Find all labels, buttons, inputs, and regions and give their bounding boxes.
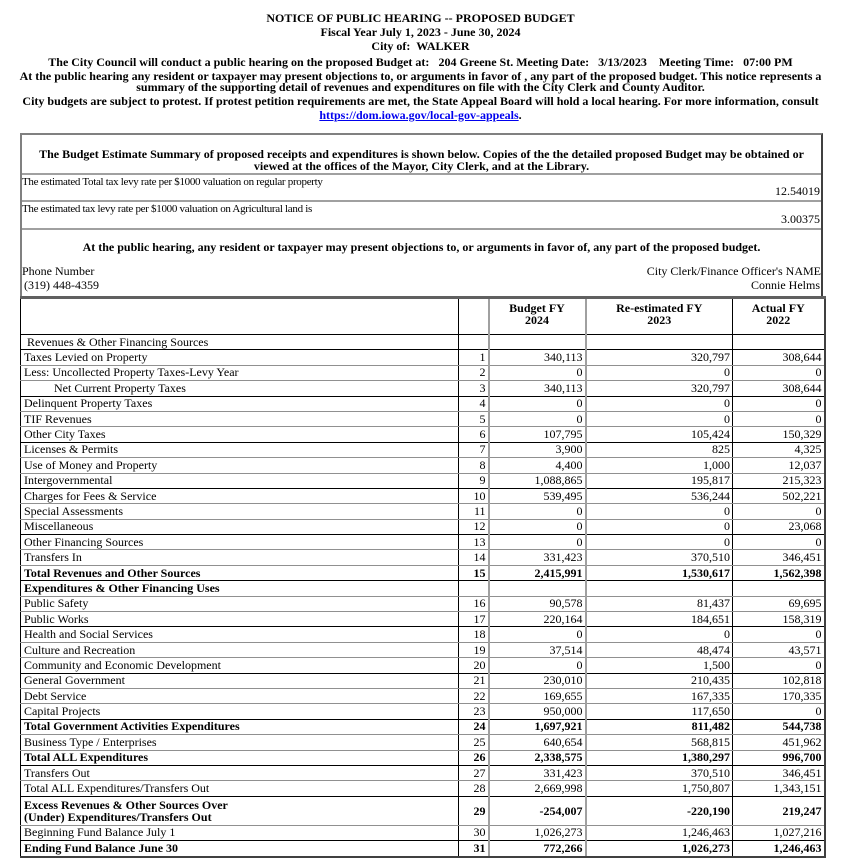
table-row	[21, 581, 825, 596]
row-label: Excess Revenues & Other Sources Over (Under) Expenditures/Transfers Out	[21, 796, 459, 825]
row-reestimated-fy2023: 105,424	[586, 427, 733, 442]
levy-regular-label: The estimated Total tax levy rate per $1000 valuation on regular property	[22, 176, 323, 188]
row-budget-fy2024: 230,010	[489, 673, 586, 688]
row-line-number: 12	[459, 519, 489, 534]
row-budget-fy2024: 331,423	[489, 765, 586, 780]
table-row	[21, 825, 825, 840]
protest-notice: City budgets are subject to protest. If protest petition requirements are met, the State Appeal Board will hold a local hearing. For more information, consult	[22, 94, 819, 108]
row-budget-fy2024: 0	[489, 535, 586, 550]
row-line-number: 31	[459, 841, 489, 857]
row-budget-fy2024	[489, 335, 586, 350]
budget-table	[20, 296, 826, 858]
row-line-number: 25	[459, 735, 489, 750]
row-label: TIF Revenues	[21, 411, 459, 426]
row-label: Licenses & Permits	[21, 442, 459, 457]
row-label: Public Works	[21, 612, 459, 627]
row-reestimated-fy2023: -220,190	[586, 796, 733, 825]
table-row	[21, 550, 825, 565]
row-reestimated-fy2023: 0	[586, 411, 733, 426]
row-line-number: 10	[459, 488, 489, 503]
row-line-number: 9	[459, 473, 489, 488]
row-budget-fy2024: 539,495	[489, 488, 586, 503]
row-label: Total Revenues and Other Sources	[21, 565, 459, 580]
row-line-number: 29	[459, 796, 489, 825]
row-reestimated-fy2023: 167,335	[586, 688, 733, 703]
row-line-number: 17	[459, 612, 489, 627]
column-header-label	[21, 298, 459, 335]
row-actual-fy2022: 43,571	[733, 642, 825, 657]
row-reestimated-fy2023: 0	[586, 535, 733, 550]
table-row	[21, 535, 825, 550]
phone-label: Phone Number	[22, 264, 95, 278]
row-reestimated-fy2023: 48,474	[586, 642, 733, 657]
row-label: Health and Social Services	[21, 627, 459, 642]
row-actual-fy2022: 102,818	[733, 673, 825, 688]
row-line-number	[459, 581, 489, 596]
clerk-label: City Clerk/Finance Officer's NAME	[646, 264, 821, 278]
row-budget-fy2024: 4,400	[489, 458, 586, 473]
row-label: Use of Money and Property	[21, 458, 459, 473]
notice-header	[0, 11, 841, 122]
phone-number: (319) 448-4359	[24, 278, 99, 292]
table-row	[21, 673, 825, 688]
meeting-date: 3/13/2023	[598, 55, 647, 69]
row-budget-fy2024: 2,338,575	[489, 750, 586, 765]
hearing-details	[0, 55, 841, 69]
row-line-number: 18	[459, 627, 489, 642]
meeting-time-label: Meeting Time:	[658, 55, 735, 69]
row-actual-fy2022	[733, 581, 825, 596]
row-actual-fy2022: 1,027,216	[733, 825, 825, 840]
table-row	[21, 396, 825, 411]
row-line-number: 27	[459, 765, 489, 780]
row-label: Community and Economic Development	[21, 658, 459, 673]
row-reestimated-fy2023: 0	[586, 396, 733, 411]
row-budget-fy2024: 90,578	[489, 596, 586, 611]
row-reestimated-fy2023: 1,000	[586, 458, 733, 473]
row-actual-fy2022: 544,738	[733, 719, 825, 734]
table-row	[21, 704, 825, 719]
table-row	[21, 612, 825, 627]
row-label: Beginning Fund Balance July 1	[21, 825, 459, 840]
row-budget-fy2024: 37,514	[489, 642, 586, 657]
table-row	[21, 427, 825, 442]
row-label: Miscellaneous	[21, 519, 459, 534]
row-line-number: 16	[459, 596, 489, 611]
row-label: Transfers Out	[21, 765, 459, 780]
row-actual-fy2022: 158,319	[733, 612, 825, 627]
summary-intro-line-1: The Budget Estimate Summary of proposed receipts and expenditures is shown below. Copies of the the detailed proposed Budget may be obtained or	[39, 147, 804, 161]
row-reestimated-fy2023: 320,797	[586, 381, 733, 396]
row-budget-fy2024: 2,669,998	[489, 781, 586, 796]
row-actual-fy2022: 170,335	[733, 688, 825, 703]
row-line-number: 26	[459, 750, 489, 765]
row-reestimated-fy2023: 81,437	[586, 596, 733, 611]
row-actual-fy2022: 1,562,398	[733, 565, 825, 580]
row-line-number: 2	[459, 365, 489, 380]
row-label: Total ALL Expenditures	[21, 750, 459, 765]
fiscal-year: Fiscal Year July 1, 2023 - June 30, 2024	[320, 25, 521, 39]
row-label: Less: Uncollected Property Taxes-Levy Year	[21, 365, 459, 380]
row-actual-fy2022: 219,247	[733, 796, 825, 825]
row-budget-fy2024: 0	[489, 627, 586, 642]
table-row	[21, 642, 825, 657]
row-budget-fy2024: 1,697,921	[489, 719, 586, 734]
row-line-number: 28	[459, 781, 489, 796]
summary-intro-line-2: viewed at the offices of the Mayor, City Clerk, and at the Library.	[253, 159, 590, 173]
row-line-number: 8	[459, 458, 489, 473]
city-label: City of:	[371, 39, 411, 53]
row-actual-fy2022: 502,221	[733, 488, 825, 503]
row-budget-fy2024: 0	[489, 396, 586, 411]
row-label: Intergovernmental	[21, 473, 459, 488]
row-actual-fy2022: 0	[733, 704, 825, 719]
row-label: Transfers In	[21, 550, 459, 565]
row-label: Other City Taxes	[21, 427, 459, 442]
summary-intro	[22, 135, 821, 175]
row-label: Debt Service	[21, 688, 459, 703]
row-reestimated-fy2023: 811,482	[586, 719, 733, 734]
row-actual-fy2022: 0	[733, 535, 825, 550]
row-actual-fy2022	[733, 335, 825, 350]
row-label: Total Government Activities Expenditures	[21, 719, 459, 734]
row-budget-fy2024: 3,900	[489, 442, 586, 457]
row-actual-fy2022: 0	[733, 504, 825, 519]
row-label: Other Financing Sources	[21, 535, 459, 550]
table-row	[21, 719, 825, 734]
row-budget-fy2024: 2,415,991	[489, 565, 586, 580]
row-reestimated-fy2023: 370,510	[586, 765, 733, 780]
row-budget-fy2024: -254,007	[489, 796, 586, 825]
table-row	[21, 565, 825, 580]
row-line-number: 3	[459, 381, 489, 396]
row-line-number: 21	[459, 673, 489, 688]
table-row	[21, 658, 825, 673]
levy-regular-value: 12.54019	[775, 184, 820, 198]
row-budget-fy2024: 950,000	[489, 704, 586, 719]
row-line-number: 7	[459, 442, 489, 457]
row-line-number	[459, 335, 489, 350]
row-reestimated-fy2023	[586, 335, 733, 350]
column-header-budget: Budget FY 2024	[489, 298, 586, 335]
levy-ag-label: The estimated tax levy rate per $1000 valuation on Agricultural land is	[22, 203, 312, 215]
city-name: WALKER	[416, 39, 470, 53]
row-label: Ending Fund Balance June 30	[21, 841, 459, 857]
notice-title: NOTICE OF PUBLIC HEARING -- PROPOSED BUDGET	[266, 11, 575, 25]
appeals-link[interactable]: https://dom.iowa.gov/local-gov-appeals	[319, 108, 519, 122]
row-budget-fy2024: 220,164	[489, 612, 586, 627]
row-actual-fy2022: 0	[733, 365, 825, 380]
row-actual-fy2022: 0	[733, 627, 825, 642]
row-reestimated-fy2023: 1,500	[586, 658, 733, 673]
hearing-intro: The City Council will conduct a public hearing on the proposed Budget at:	[48, 55, 430, 69]
table-row	[21, 365, 825, 380]
row-reestimated-fy2023: 210,435	[586, 673, 733, 688]
row-line-number: 14	[459, 550, 489, 565]
row-line-number: 19	[459, 642, 489, 657]
row-actual-fy2022: 346,451	[733, 550, 825, 565]
row-actual-fy2022: 1,343,151	[733, 781, 825, 796]
row-budget-fy2024: 340,113	[489, 381, 586, 396]
row-actual-fy2022: 23,068	[733, 519, 825, 534]
row-line-number: 5	[459, 411, 489, 426]
table-row	[21, 781, 825, 796]
table-row	[21, 735, 825, 750]
row-reestimated-fy2023: 825	[586, 442, 733, 457]
table-row	[21, 350, 825, 365]
table-row	[21, 381, 825, 396]
row-actual-fy2022: 346,451	[733, 765, 825, 780]
row-label: Revenues & Other Financing Sources	[21, 335, 459, 350]
row-label: Delinquent Property Taxes	[21, 396, 459, 411]
row-budget-fy2024: 169,655	[489, 688, 586, 703]
row-budget-fy2024: 640,654	[489, 735, 586, 750]
row-reestimated-fy2023: 0	[586, 365, 733, 380]
row-actual-fy2022: 0	[733, 411, 825, 426]
row-line-number: 23	[459, 704, 489, 719]
row-reestimated-fy2023	[586, 581, 733, 596]
row-budget-fy2024: 1,026,273	[489, 825, 586, 840]
row-reestimated-fy2023: 568,815	[586, 735, 733, 750]
appeals-line	[0, 108, 841, 122]
row-line-number: 11	[459, 504, 489, 519]
table-row	[21, 627, 825, 642]
row-actual-fy2022: 308,644	[733, 381, 825, 396]
table-row	[21, 335, 825, 350]
row-reestimated-fy2023: 0	[586, 504, 733, 519]
row-budget-fy2024: 0	[489, 365, 586, 380]
row-budget-fy2024: 772,266	[489, 841, 586, 857]
column-header-reestimated: Re-estimated FY 2023	[586, 298, 733, 335]
row-label: Special Assessments	[21, 504, 459, 519]
row-line-number: 4	[459, 396, 489, 411]
row-label: Net Current Property Taxes	[21, 381, 459, 396]
row-actual-fy2022: 308,644	[733, 350, 825, 365]
row-line-number: 20	[459, 658, 489, 673]
contact-info	[22, 264, 821, 294]
row-budget-fy2024: 0	[489, 504, 586, 519]
table-row	[21, 519, 825, 534]
row-reestimated-fy2023: 0	[586, 519, 733, 534]
row-actual-fy2022: 12,037	[733, 458, 825, 473]
row-budget-fy2024: 0	[489, 658, 586, 673]
row-line-number: 6	[459, 427, 489, 442]
row-budget-fy2024: 340,113	[489, 350, 586, 365]
table-row	[21, 473, 825, 488]
row-reestimated-fy2023: 536,244	[586, 488, 733, 503]
column-header-actual: Actual FY 2022	[733, 298, 825, 335]
row-reestimated-fy2023: 370,510	[586, 550, 733, 565]
row-budget-fy2024: 0	[489, 519, 586, 534]
row-line-number: 15	[459, 565, 489, 580]
row-label: Culture and Recreation	[21, 642, 459, 657]
row-line-number: 30	[459, 825, 489, 840]
row-reestimated-fy2023: 320,797	[586, 350, 733, 365]
row-line-number: 1	[459, 350, 489, 365]
meeting-date-label: Meeting Date:	[516, 55, 590, 69]
hearing-location: 204 Greene St.	[438, 55, 514, 69]
table-row	[21, 458, 825, 473]
row-line-number: 13	[459, 535, 489, 550]
row-label: Taxes Levied on Property	[21, 350, 459, 365]
row-line-number: 22	[459, 688, 489, 703]
table-row	[21, 750, 825, 765]
table-row	[21, 796, 825, 825]
row-budget-fy2024: 107,795	[489, 427, 586, 442]
levy-ag-value: 3.00375	[781, 212, 820, 226]
clerk-name: Connie Helms	[751, 278, 820, 292]
budget-table-body	[21, 335, 825, 857]
row-reestimated-fy2023: 1,026,273	[586, 841, 733, 857]
objection-notice-2: summary of the supporting detail of revenues and expenditures on file with the City Clerk and County Auditor.	[136, 80, 705, 94]
hearing-statement: At the public hearing, any resident or taxpayer may present objections to, or arguments in favor of, any part of the proposed budget.	[82, 240, 761, 254]
row-actual-fy2022: 150,329	[733, 427, 825, 442]
objection-notice-1: At the public hearing any resident or taxpayer may present objections to, or arguments in favor of , any part of the proposed budget. This notice represents a	[19, 69, 822, 83]
row-reestimated-fy2023: 117,650	[586, 704, 733, 719]
row-reestimated-fy2023: 195,817	[586, 473, 733, 488]
city-line	[0, 39, 841, 53]
row-line-number: 24	[459, 719, 489, 734]
row-label: Public Safety	[21, 596, 459, 611]
row-budget-fy2024: 331,423	[489, 550, 586, 565]
budget-summary-box	[20, 133, 823, 296]
row-budget-fy2024	[489, 581, 586, 596]
table-row	[21, 596, 825, 611]
levy-rate-agricultural	[22, 202, 821, 230]
row-reestimated-fy2023: 1,530,617	[586, 565, 733, 580]
table-row	[21, 411, 825, 426]
row-budget-fy2024: 1,088,865	[489, 473, 586, 488]
row-budget-fy2024: 0	[489, 411, 586, 426]
table-header-row	[21, 298, 825, 335]
row-label: Total ALL Expenditures/Transfers Out	[21, 781, 459, 796]
row-label: General Government	[21, 673, 459, 688]
appeals-link-suffix: .	[518, 108, 522, 122]
row-reestimated-fy2023: 1,380,297	[586, 750, 733, 765]
row-label: Capital Projects	[21, 704, 459, 719]
row-actual-fy2022: 0	[733, 658, 825, 673]
row-actual-fy2022: 451,962	[733, 735, 825, 750]
row-reestimated-fy2023: 184,651	[586, 612, 733, 627]
row-actual-fy2022: 69,695	[733, 596, 825, 611]
row-actual-fy2022: 4,325	[733, 442, 825, 457]
table-row	[21, 488, 825, 503]
row-reestimated-fy2023: 1,246,463	[586, 825, 733, 840]
column-header-line	[459, 298, 489, 335]
row-label: Expenditures & Other Financing Uses	[21, 581, 459, 596]
meeting-time: 07:00 PM	[743, 55, 793, 69]
levy-rate-regular	[22, 175, 821, 202]
table-row	[21, 841, 825, 857]
row-actual-fy2022: 0	[733, 396, 825, 411]
row-actual-fy2022: 996,700	[733, 750, 825, 765]
row-actual-fy2022: 1,246,463	[733, 841, 825, 857]
row-actual-fy2022: 215,323	[733, 473, 825, 488]
row-reestimated-fy2023: 0	[586, 627, 733, 642]
table-row	[21, 442, 825, 457]
table-row	[21, 765, 825, 780]
row-reestimated-fy2023: 1,750,807	[586, 781, 733, 796]
row-label: Business Type / Enterprises	[21, 735, 459, 750]
table-row	[21, 688, 825, 703]
table-row	[21, 504, 825, 519]
row-label: Charges for Fees & Service	[21, 488, 459, 503]
